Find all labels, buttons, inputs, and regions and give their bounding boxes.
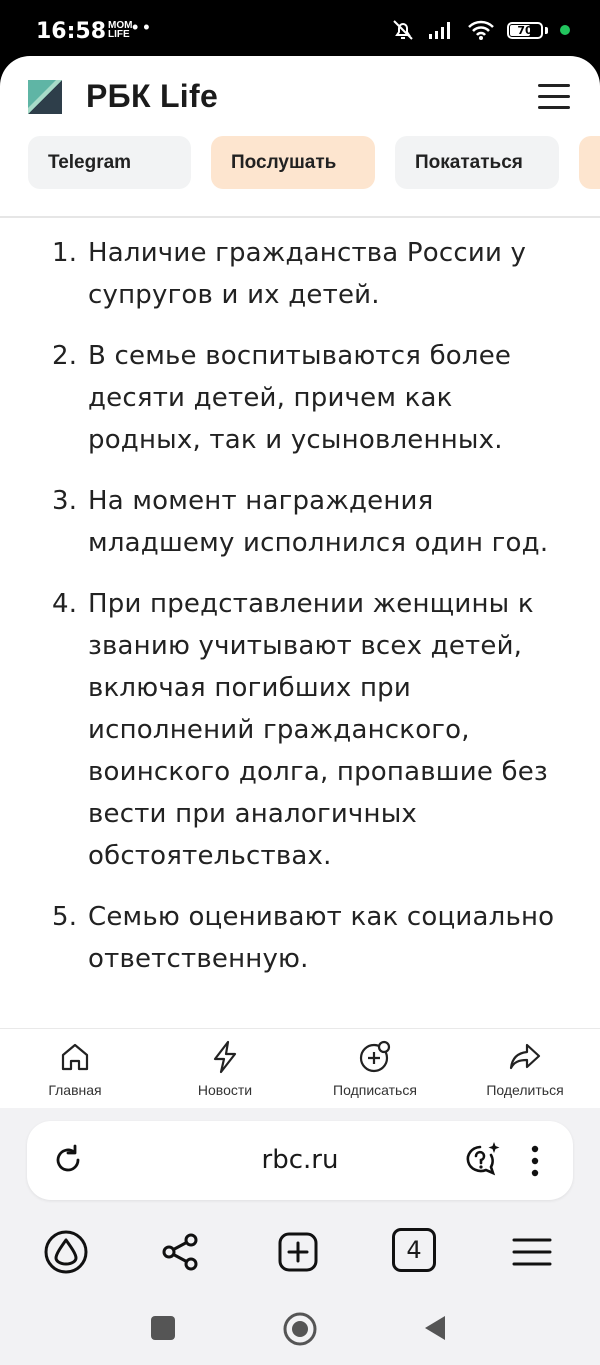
list-item bbox=[0, 232, 600, 316]
bell-muted-icon bbox=[391, 18, 415, 42]
list-item bbox=[0, 480, 600, 564]
site-bottom-nav bbox=[0, 1028, 600, 1109]
back-button[interactable] bbox=[423, 1314, 447, 1342]
subscribe-icon bbox=[357, 1039, 393, 1075]
web-page bbox=[0, 56, 600, 1108]
lightning-icon bbox=[207, 1039, 243, 1075]
list-text: При представлении женщины к званию учитывают всех детей, включая погибших при исполнений гражданского, воинского долга, пропавшие без вести при аналогичных обстоятельствах. bbox=[88, 589, 548, 871]
nav-share[interactable] bbox=[450, 1029, 600, 1109]
signal-icon bbox=[427, 20, 455, 40]
list-item bbox=[0, 583, 600, 877]
browser-chrome bbox=[0, 1108, 600, 1293]
wifi-icon bbox=[467, 19, 495, 41]
battery-level: 70 bbox=[517, 23, 533, 37]
list-number: 1. bbox=[52, 238, 78, 268]
list-number: 4. bbox=[52, 589, 78, 619]
status-bar bbox=[0, 0, 600, 62]
nav-subscribe[interactable] bbox=[300, 1029, 450, 1109]
battery-icon bbox=[507, 22, 543, 39]
list-number: 3. bbox=[52, 486, 78, 516]
home-button[interactable] bbox=[282, 1311, 318, 1347]
tag-more[interactable] bbox=[579, 136, 600, 189]
nav-label: Главная bbox=[48, 1082, 102, 1098]
share-arrow-icon bbox=[507, 1039, 543, 1075]
nav-label: Подписаться bbox=[333, 1082, 417, 1098]
nav-news[interactable] bbox=[150, 1029, 300, 1109]
home-icon bbox=[57, 1039, 93, 1075]
address-bar[interactable] bbox=[27, 1121, 573, 1200]
list-text: На момент награждения младшему исполнился один год. bbox=[88, 486, 549, 558]
recents-button[interactable] bbox=[151, 1316, 175, 1340]
list-text: Наличие гражданства России у супругов и их детей. bbox=[88, 238, 527, 310]
url-text[interactable]: rbc.ru bbox=[261, 1145, 339, 1175]
alice-assistant-icon[interactable] bbox=[42, 1228, 90, 1276]
new-tab-icon[interactable] bbox=[274, 1228, 322, 1276]
privacy-indicator-dot bbox=[560, 25, 570, 35]
tag-strip bbox=[28, 136, 600, 189]
ai-assistant-icon[interactable] bbox=[461, 1139, 503, 1181]
nav-label: Новости bbox=[197, 1082, 253, 1098]
tag-ride[interactable]: Покататься bbox=[395, 136, 559, 189]
tabs-counter[interactable]: 4 bbox=[392, 1228, 436, 1272]
status-icons bbox=[391, 18, 570, 42]
header-divider bbox=[0, 216, 600, 218]
share-icon[interactable] bbox=[157, 1228, 205, 1276]
browser-toolbar bbox=[0, 1220, 600, 1284]
list-text: В семье воспитываются более десяти детей, причем как родных, так и усыновленных. bbox=[88, 341, 512, 455]
tag-telegram[interactable]: Telegram bbox=[28, 136, 191, 189]
list-item bbox=[0, 335, 600, 461]
tag-listen[interactable]: Послушать bbox=[211, 136, 375, 189]
battery-tip bbox=[545, 27, 548, 34]
system-navigation-bar bbox=[0, 1293, 600, 1365]
site-logo-text[interactable]: РБК Life bbox=[86, 78, 219, 114]
notification-more: • • bbox=[132, 17, 150, 37]
list-number: 2. bbox=[52, 341, 78, 371]
more-vertical-icon[interactable] bbox=[525, 1141, 545, 1181]
site-header bbox=[0, 56, 600, 118]
menu-icon[interactable] bbox=[508, 1228, 556, 1276]
notification-app-icon: MOM LIFE bbox=[108, 20, 133, 40]
rbc-logo-icon[interactable] bbox=[28, 80, 62, 114]
list-number: 5. bbox=[52, 902, 78, 932]
status-time: 16:58 bbox=[36, 19, 107, 44]
nav-label: Поделиться bbox=[486, 1082, 564, 1098]
nav-home[interactable] bbox=[0, 1029, 150, 1109]
list-text: Семью оценивают как социально ответственную. bbox=[88, 902, 555, 974]
criteria-list bbox=[0, 232, 600, 999]
list-item bbox=[0, 896, 600, 980]
menu-icon[interactable] bbox=[538, 84, 570, 110]
